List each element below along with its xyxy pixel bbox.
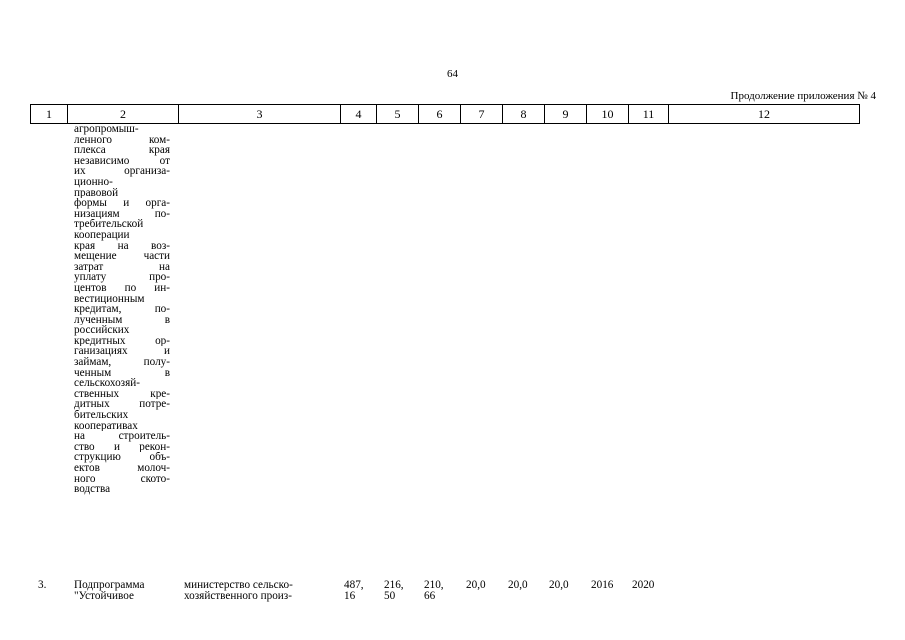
description-line — [74, 283, 170, 294]
description-word: в — [164, 314, 170, 326]
description-word: агропромыш- — [74, 124, 139, 135]
header-col-8: 8 — [503, 105, 545, 123]
description-word: по- — [154, 304, 170, 315]
description-word: займам, — [74, 357, 112, 368]
description-word: кредитных — [74, 335, 126, 347]
value-line: 210, — [424, 579, 444, 591]
description-line — [74, 166, 170, 177]
value-col-10: 2016 — [591, 579, 614, 591]
header-col-9: 9 — [545, 105, 587, 123]
description-word: и — [113, 441, 120, 453]
value-col-7: 20,0 — [466, 579, 486, 591]
description-word: вестиционным — [74, 293, 145, 305]
continuation-note: Продолжение приложения № 4 — [730, 90, 876, 102]
value-line: 216, — [384, 579, 404, 591]
value-col-5 — [384, 580, 404, 602]
header-col-1: 1 — [31, 105, 68, 123]
description-word: кре- — [150, 388, 170, 400]
description-line — [74, 474, 170, 485]
description-word: ство — [74, 441, 95, 453]
description-line — [74, 177, 170, 188]
description-word: части — [143, 251, 170, 262]
description-word: на — [74, 431, 85, 442]
value-col-4 — [344, 580, 364, 602]
header-col-3: 3 — [179, 105, 341, 123]
subprogram-name-line: Подпрограмма — [74, 579, 145, 591]
description-word: воз- — [151, 240, 170, 252]
description-line — [74, 346, 170, 357]
description-line — [74, 463, 170, 474]
description-word: правовой — [74, 187, 119, 199]
description-word: сельскохозяй- — [74, 378, 140, 389]
description-word: и — [123, 198, 130, 209]
description-word: ин- — [154, 282, 170, 294]
value-line: 16 — [344, 590, 356, 602]
description-word: кредитам, — [74, 304, 122, 315]
description-word: ганизациях — [74, 346, 128, 358]
value-col-9: 20,0 — [549, 579, 569, 591]
description-word: от — [159, 155, 170, 167]
description-line — [74, 241, 170, 252]
continued-description — [74, 124, 170, 495]
description-line — [74, 325, 170, 336]
description-line — [74, 209, 170, 220]
description-word: низациям — [74, 208, 120, 220]
value-col-6 — [424, 580, 444, 602]
description-line — [74, 198, 170, 209]
description-word: рекон- — [139, 441, 170, 453]
description-line — [74, 251, 170, 262]
description-word: края — [148, 145, 170, 156]
row-number: 3. — [38, 579, 47, 591]
header-col-7: 7 — [461, 105, 503, 123]
description-line — [74, 304, 170, 315]
description-word: российских — [74, 325, 130, 336]
description-line — [74, 315, 170, 326]
description-word: по — [124, 282, 137, 294]
description-word: края — [74, 240, 96, 252]
value-line: 50 — [384, 590, 396, 602]
value-col-11: 2020 — [632, 579, 655, 591]
description-word: уплату — [74, 272, 107, 283]
description-word: организа- — [124, 166, 170, 177]
description-word: независимо — [74, 155, 130, 167]
header-col-5: 5 — [377, 105, 419, 123]
description-word: струкцию — [74, 452, 121, 463]
description-line — [74, 230, 170, 241]
description-line — [74, 389, 170, 400]
header-col-6: 6 — [419, 105, 461, 123]
value-col-8: 20,0 — [508, 579, 528, 591]
description-line — [74, 272, 170, 283]
description-word: водства — [74, 484, 111, 495]
description-word: ного — [74, 473, 96, 485]
description-word: ленного — [74, 134, 113, 146]
description-line — [74, 262, 170, 273]
description-word: их — [74, 166, 86, 177]
description-line — [74, 188, 170, 199]
description-line — [74, 124, 170, 135]
description-word: строитель- — [118, 431, 170, 442]
table-header-row — [30, 104, 860, 124]
subprogram-name-line: "Устойчивое — [74, 590, 134, 602]
description-word: полу- — [143, 357, 170, 368]
header-col-10: 10 — [587, 105, 629, 123]
header-col-12: 12 — [758, 107, 770, 121]
description-word: ското- — [140, 473, 170, 485]
description-line — [74, 410, 170, 421]
header-col-2: 2 — [68, 105, 179, 123]
subprogram-name — [74, 580, 144, 602]
description-word: на — [159, 261, 170, 273]
description-line — [74, 442, 170, 453]
description-line — [74, 452, 170, 463]
page-number: 64 — [447, 68, 458, 80]
description-word: в — [164, 367, 170, 379]
description-word: ственных — [74, 388, 120, 400]
description-word: ор- — [155, 335, 170, 347]
description-line — [74, 378, 170, 389]
description-line — [74, 484, 170, 495]
description-word: орга- — [145, 198, 170, 209]
description-line — [74, 219, 170, 230]
description-line — [74, 294, 170, 305]
description-line — [74, 431, 170, 442]
description-word: плекса — [74, 145, 106, 156]
description-line — [74, 336, 170, 347]
executor — [184, 580, 293, 602]
description-line — [74, 135, 170, 146]
value-line: 487, — [344, 579, 364, 591]
description-word: молоч- — [137, 463, 170, 474]
description-word: потре- — [139, 399, 170, 411]
value-line: 66 — [424, 590, 436, 602]
description-word: лученным — [74, 314, 123, 326]
description-line — [74, 421, 170, 432]
description-word: дитных — [74, 399, 110, 411]
description-word: затрат — [74, 261, 104, 273]
description-word: ком- — [148, 134, 170, 146]
description-word: требительской — [74, 219, 144, 230]
executor-line: министерство сельско- — [184, 579, 293, 591]
description-word: по- — [154, 208, 170, 220]
executor-line: хозяйственного произ- — [184, 590, 292, 602]
description-line — [74, 368, 170, 379]
header-col-11: 11 — [629, 105, 669, 123]
description-word: и — [164, 346, 170, 358]
description-word: ченным — [74, 367, 112, 379]
description-word: центов — [74, 282, 107, 294]
description-word: объ- — [149, 452, 170, 463]
description-line — [74, 145, 170, 156]
description-word: про- — [149, 272, 170, 283]
description-word: ектов — [74, 463, 100, 474]
description-word: на — [117, 240, 129, 252]
description-word: формы — [74, 198, 107, 209]
description-word: кооперативах — [74, 420, 138, 432]
header-col-4: 4 — [341, 105, 377, 123]
description-word: ционно- — [74, 176, 113, 188]
description-line — [74, 399, 170, 410]
description-word: бительских — [74, 410, 129, 421]
description-line — [74, 357, 170, 368]
description-word: кооперации — [74, 229, 130, 241]
description-word: мещение — [74, 251, 117, 262]
description-line — [74, 156, 170, 167]
